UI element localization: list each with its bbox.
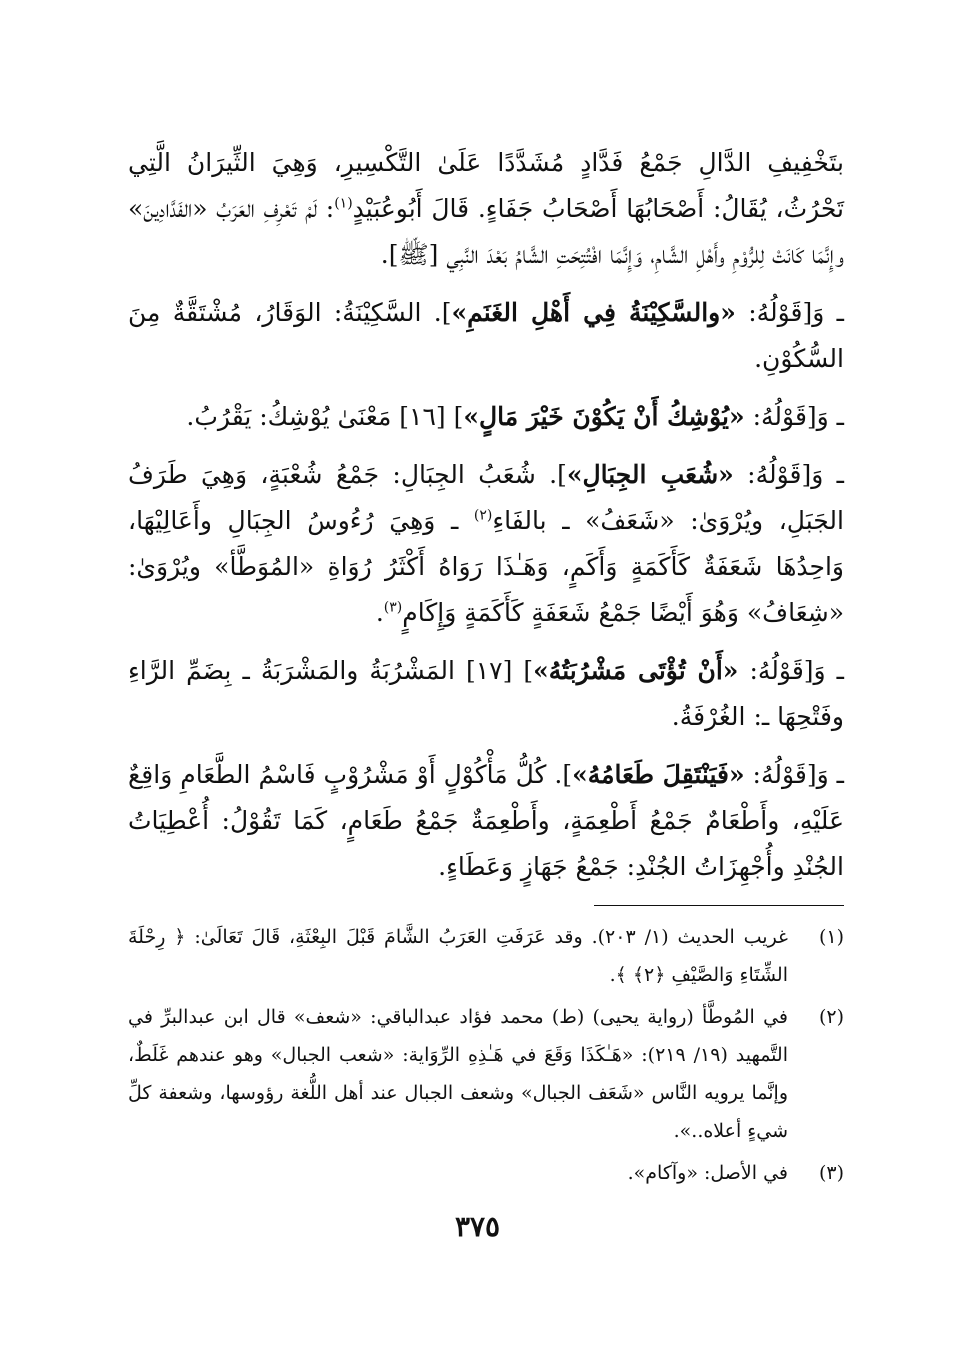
- hadith-quote: «يُوْشِكُ أَنْ يَكُوْنَ خَيْرَ مَالٍ»: [463, 402, 745, 431]
- footnote-ref: (٢): [473, 507, 493, 524]
- footnote-number: (٢): [818, 1006, 844, 1028]
- entry-paragraph: [128, 648, 844, 740]
- footnotes: [128, 918, 844, 1196]
- footnote-ref: (١): [334, 195, 353, 212]
- entry-paragraph: [128, 394, 844, 440]
- text-segment: ]. كُلُّ مَأْكُوْلٍ أَوْ مَشْرُوْبٍ فَاسْمُ الطَّعَامِ وَاقِعٌ عَلَيْهِ، وأَطْعَامٌ جَمْعُ أَطْعِمَةٍ، وأَطْعِمَةٌ جَمْعُ طَعَامٍ، كَمَا تَقُوْلُ: أُعْطِيَاتُ الجُنْدِ وأُجْهِزَاتُ الجُنْدِ: جَمْعُ جَهَازٍ وَعَطَاءٍ.: [128, 760, 844, 881]
- main-text: [128, 140, 844, 902]
- text-segment: ـ وَهِيَ رُءُوسُ الجِبَالِ وأَعَالِيْهَا، وَاحِدُهَا شَعَفَةٌ كَأَكَمَةٍ وَأَكَمٍ، وَهَـٰذَا رَوَاهُ أَكْثَرُ رُوَاةِ «المُوَطَّأ» ويُرْوَىٰ: «شِعَافُ» وَهُوَ أَيْضًا جَمْعُ شَعَفَةٍ كَأَكَمَةٍ وَإِكَامٍ: [128, 506, 844, 627]
- footnote-text: في المُوطَّأ (رواية يحيى) (ط) محمد فؤاد عبدالباقي: «شعف» قال ابن عبدالبرِّ في التَّمهيد (١٩/ ٢١٩): «هَـٰكَذَا وَقَعَ في هَـٰذِهِ الرِّوَاية: «شعب الجبال» وهو عندهم غَلَطٌ، وإنَّما يرويه النَّاس «شَعَف الجبال» وشعف الجبال عند أهل اللُّغة رؤوسها، وشعفة كلِّ شيءٍ أعلاه..».: [128, 1006, 788, 1142]
- footnote: [128, 1154, 844, 1192]
- text-segment: بتَخْفِيفِ الدَّالِ جَمْعُ فَدَّادٍ مُشَدَّدًا عَلَىٰ التَّكْسِيرِ، وَهِيَ الثِّيرَانُ الَّتِي تَحْرُثُ، يُقَالُ: أَصْحَابُهَا أَصْحَابُ جَفَاءٍ. قَالَ أَبُوعُبَيْدٍ: [128, 148, 845, 223]
- footnote: [128, 918, 844, 994]
- entry-paragraph: [128, 452, 844, 636]
- entry-paragraph: [128, 290, 844, 382]
- text-segment: ] [١٧] المَشْرُبَةُ والمَشْرَبَةُ ـ بِضَمِّ الرَّاءِ وفَتْحِهَا ـ: الغُرْفَةُ.: [128, 656, 844, 731]
- footnote-number: (٣): [818, 1162, 844, 1184]
- text-segment: ]. السَّكِيْنَةُ: الوَقَارُ، مُشْتَقَّةٌ مِنَ السُّكُوْنِ.: [128, 298, 844, 373]
- footnote-divider: [594, 905, 844, 906]
- entry-paragraph: [128, 752, 844, 890]
- text-segment: : لَمْ تَعْرِفِ العَرَبُ «الفَدَّادِينَ» وإِنَّمَا كَانَتْ لِلرُّوْمِ وأَهْلِ الشَّامِ، وَإِنَّمَا افْتُتِحَتِ الشَّامُ بَعْدَ النَّبِي [ﷺ].: [128, 194, 844, 269]
- text-segment: ]. شُعَبُ الجِبَالِ: جَمْعُ شُعْبَةٍ، وَهِيَ طَرَفُ الجَبَلِ، ويُرْوَىٰ: «شَعَفُ» ـ بالفَاءِ: [128, 460, 844, 535]
- hadith-quote: «شُعَبِ الجِبَالِ»: [566, 460, 734, 489]
- footnote-text: في الأصل: «وآكام».: [627, 1162, 788, 1184]
- footnote-number: (١): [818, 926, 844, 948]
- hadith-quote: «والسَّكِيْنَةُ فِي أَهْلِ الغَنَمِ»: [451, 298, 736, 327]
- text-segment: ـ وَ[قَوْلُهُ:: [735, 298, 844, 327]
- footnote: [128, 998, 844, 1150]
- hadith-quote: «فَيَنْتَقِلَ طَعَامُهُ»: [572, 760, 745, 789]
- text-segment: .: [375, 598, 384, 627]
- text-segment: ـ وَ[قَوْلُهُ:: [744, 402, 844, 431]
- page-number: ٣٧٥: [454, 1210, 501, 1243]
- text-segment: ـ وَ[قَوْلُهُ:: [744, 760, 844, 789]
- hadith-quote: «أَنْ تُؤْتَى مَشْرُبَتُهُ»: [533, 656, 739, 685]
- footnote-text: غريب الحديث (١/ ٢٠٣). وقد عَرَفَتِ العَرَبُ الشَّامَ قَبْلَ البِعْثَةِ، قَالَ تَعَالَىٰ: ﴿ رِحْلَةَ الشِّتَاءِ وَالصَّيْفِ ﴿٢﴾ ﴾.: [128, 926, 788, 986]
- intro-paragraph: [128, 140, 844, 278]
- footnote-ref: (٣): [383, 599, 403, 616]
- text-segment: ـ وَ[قَوْلُهُ:: [733, 460, 845, 489]
- text-segment: ـ وَ[قَوْلُهُ:: [738, 656, 844, 685]
- text-segment: ] [١٦] مَعْنَىٰ يُوْشِكُ: يَقْرُبُ.: [186, 402, 464, 431]
